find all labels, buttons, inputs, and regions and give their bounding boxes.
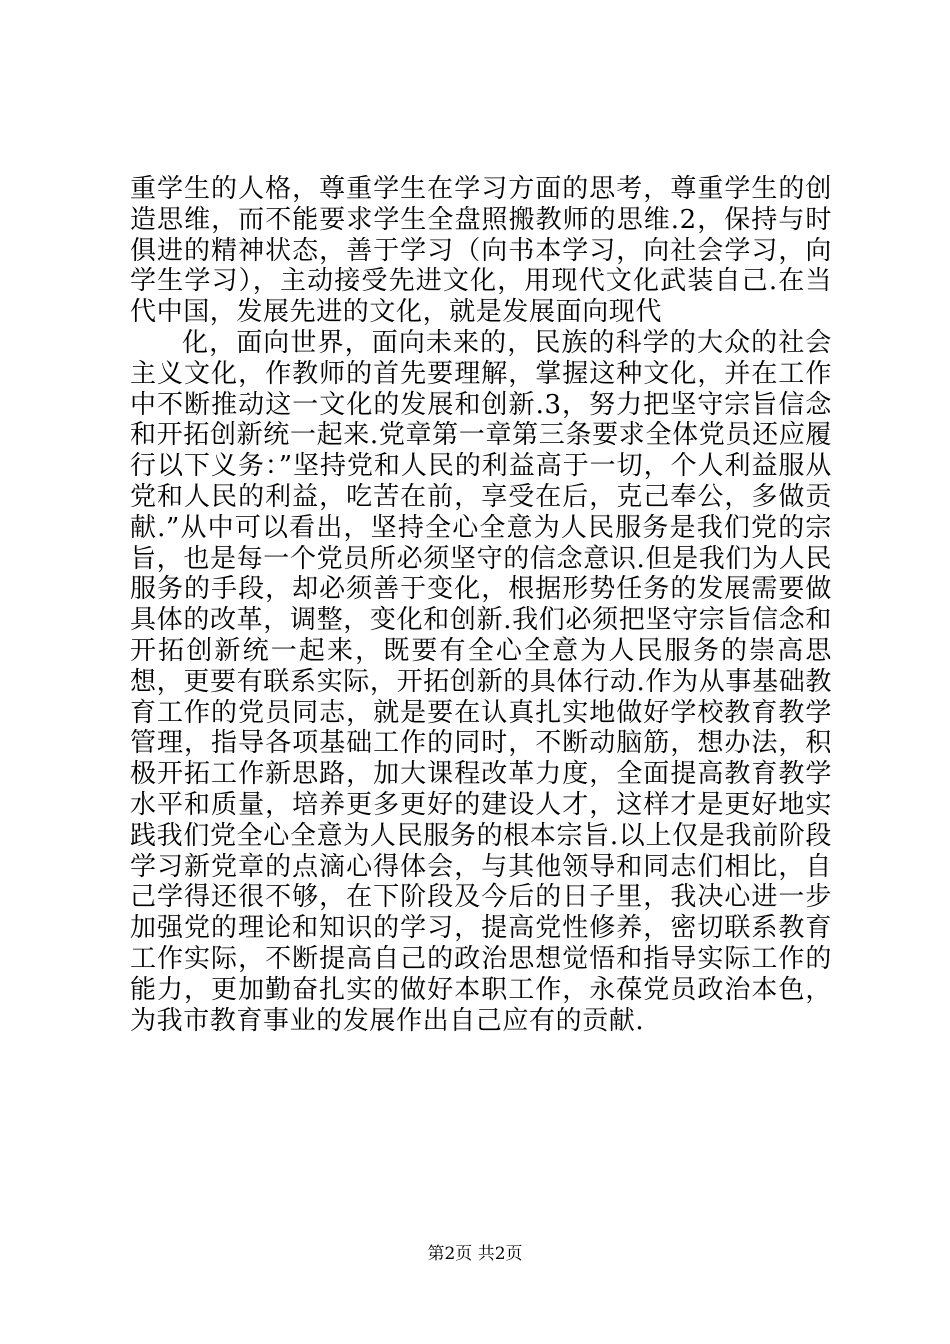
- page-footer: 第2页 共2页: [427, 1244, 523, 1264]
- paragraph-main: 化，面向世界，面向未来的，民族的科学的大众的社会主义文化，作教师的首先要理解，掌握这种文化，并在工作中不断推动这一文化的发展和创新.3，努力把坚守宗旨信念和开拓创新统一起来.党章第一章第三条要求全体党员还应履行以下义务：”坚持党和人民的利益高于一切，个人利益服从党和人民的利益，吃苦在前，享受在后，克己奉公，多做贡献.”从中可以看出，坚持全心全意为人民服务是我们党的宗旨，也是每一个党员所必须坚守的信念意识.但是我们为人民服务的手段，却必须善于变化，根据形势任务的发展需要做具体的改革，调整，变化和创新.我们必须把坚守宗旨信念和开拓创新统一起来，既要有全心全意为人民服务的崇高思想，更要有联系实际，开拓创新的具体行动.作为从事基础教育工作的党员同志，就是要在认真扎实地做好学校教育教学管理，指导各项基础工作的同时，不断动脑筋，想办法，积极开拓工作新思路，加大课程改革力度，全面提高教育教学水平和质量，培养更多更好的建设人才，这样才是更好地实践我们党全心全意为人民服务的根本宗旨.以上仅是我前阶段学习新党章的点滴心得体会，与其他领导和同志们相比，自己学得还很不够，在下阶段及今后的日子里，我决心进一步加强党的理论和知识的学习，提高党性修养，密切联系教育工作实际，不断提高自己的政治思想觉悟和指导实际工作的能力，更加勤奋扎实的做好本职工作，永葆党员政治本色，为我市教育事业的发展作出自己应有的贡献.: [130, 327, 832, 1036]
- document-body: [130, 174, 832, 1036]
- paragraph-continued: 重学生的人格，尊重学生在学习方面的思考，尊重学生的创造思维，而不能要求学生全盘照搬教师的思维.2，保持与时俱进的精神状态，善于学习（向书本学习，向社会学习，向学生学习），主动接受先进文化，用现代文化武装自己.在当代中国，发展先进的文化，就是发展面向现代: [130, 174, 832, 328]
